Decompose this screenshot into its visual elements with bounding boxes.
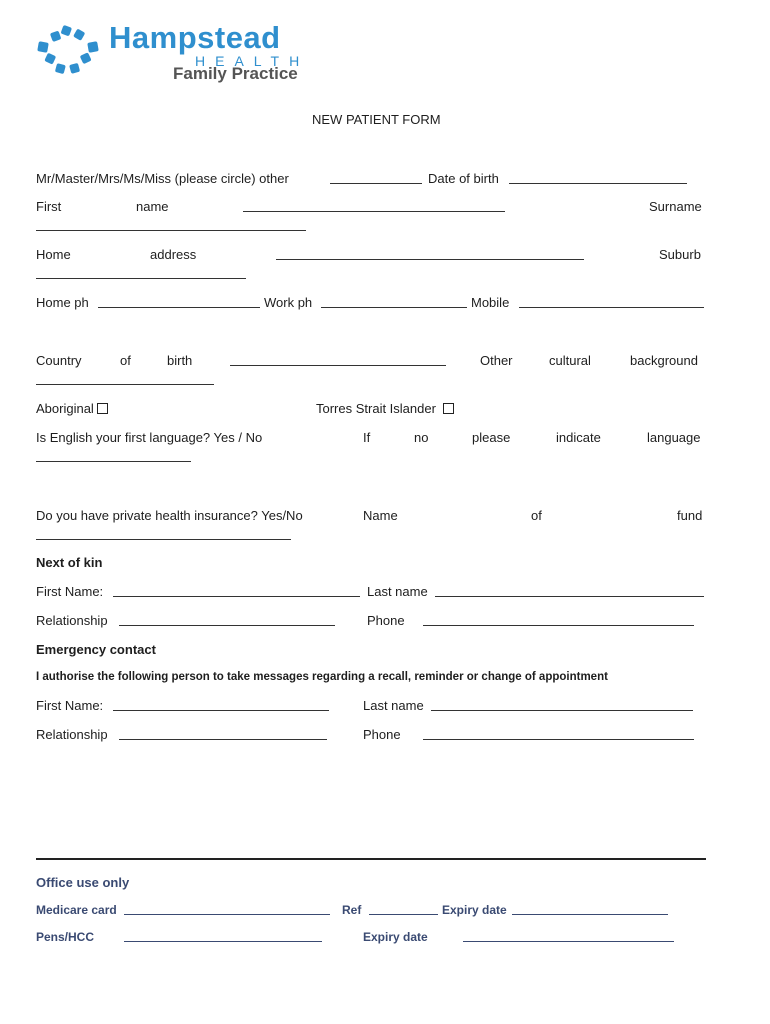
expiry-field-2[interactable] bbox=[463, 941, 674, 942]
first-name-label-b: name bbox=[136, 199, 169, 214]
home-address-label-a: Home bbox=[36, 247, 71, 262]
first-name-field[interactable] bbox=[243, 211, 505, 212]
home-ph-field[interactable] bbox=[98, 307, 260, 308]
mobile-label: Mobile bbox=[471, 295, 510, 310]
country-label-b: of bbox=[120, 353, 131, 368]
fund-label-b: of bbox=[531, 508, 542, 523]
insurance-question: Do you have private health insurance? Yes/No bbox=[36, 508, 303, 523]
brand-name: Hampstead bbox=[109, 20, 281, 55]
other-label-c: background bbox=[630, 353, 698, 368]
pens-label: Pens/HCC bbox=[36, 930, 95, 944]
fund-label-a: Name bbox=[363, 508, 398, 523]
ec-relationship-label: Relationship bbox=[36, 727, 108, 742]
work-ph-field[interactable] bbox=[321, 307, 467, 308]
ec-phone-label: Phone bbox=[363, 727, 401, 742]
nok-last-name-field[interactable] bbox=[435, 596, 704, 597]
office-divider bbox=[36, 858, 706, 860]
expiry-label-2: Expiry date bbox=[363, 930, 428, 944]
nok-first-name-field[interactable] bbox=[113, 596, 360, 597]
ec-last-name-label: Last name bbox=[363, 698, 424, 713]
brand-sub: HEALTH bbox=[195, 53, 310, 69]
if-label-c: please bbox=[472, 430, 511, 445]
if-label-b: no bbox=[414, 430, 429, 445]
ref-field[interactable] bbox=[369, 914, 438, 915]
expiry-field-1[interactable] bbox=[512, 914, 668, 915]
medicare-label: Medicare card bbox=[36, 903, 117, 917]
nok-phone-label: Phone bbox=[367, 613, 405, 628]
nok-relationship-field[interactable] bbox=[119, 625, 335, 626]
pens-field[interactable] bbox=[124, 941, 322, 942]
surname-field[interactable] bbox=[36, 230, 306, 231]
country-label-a: Country bbox=[36, 353, 82, 368]
title-label: Mr/Master/Mrs/Ms/Miss (please circle) other bbox=[36, 171, 289, 186]
hampstead-logo-icon bbox=[36, 24, 106, 80]
dob-field[interactable] bbox=[509, 183, 687, 184]
torres-label: Torres Strait Islander bbox=[316, 401, 436, 416]
surname-label: Surname bbox=[649, 199, 702, 214]
nok-last-name-label: Last name bbox=[367, 584, 428, 599]
page-title: NEW PATIENT FORM bbox=[312, 112, 441, 127]
country-label-c: birth bbox=[167, 353, 193, 368]
fund-label-c: fund bbox=[677, 508, 703, 523]
authorise-text: I authorise the following person to take messages regarding a recall, reminder or change of appointment bbox=[36, 671, 608, 683]
nok-relationship-label: Relationship bbox=[36, 613, 108, 628]
if-label-a: If bbox=[363, 430, 371, 445]
if-label-e: language bbox=[647, 430, 701, 445]
brand-practice: Family Practice bbox=[173, 64, 298, 83]
home-address-field[interactable] bbox=[276, 259, 584, 260]
country-field[interactable] bbox=[230, 365, 446, 366]
suburb-field[interactable] bbox=[36, 278, 246, 279]
nok-first-name-label: First Name: bbox=[36, 584, 104, 599]
title-other-field[interactable] bbox=[330, 183, 422, 184]
ec-relationship-field[interactable] bbox=[119, 739, 327, 740]
ec-first-name-field[interactable] bbox=[113, 710, 329, 711]
language-field[interactable] bbox=[36, 461, 191, 462]
medicare-field[interactable] bbox=[124, 914, 330, 915]
fund-name-field[interactable] bbox=[36, 539, 291, 540]
home-ph-label: Home ph bbox=[36, 295, 89, 310]
aboriginal-checkbox[interactable] bbox=[97, 403, 108, 414]
nok-phone-field[interactable] bbox=[423, 625, 694, 626]
suburb-label: Suburb bbox=[659, 247, 701, 262]
ec-first-name-label: First Name: bbox=[36, 698, 104, 713]
if-label-d: indicate bbox=[556, 430, 601, 445]
cultural-background-field[interactable] bbox=[36, 384, 214, 385]
aboriginal-label: Aboriginal bbox=[36, 401, 94, 416]
next-of-kin-heading: Next of kin bbox=[36, 555, 103, 570]
aboriginal-option[interactable] bbox=[36, 401, 108, 416]
ec-last-name-field[interactable] bbox=[431, 710, 693, 711]
other-label-b: cultural bbox=[549, 353, 591, 368]
home-address-label-b: address bbox=[150, 247, 197, 262]
english-question: Is English your first language? Yes / No bbox=[36, 430, 263, 445]
work-ph-label: Work ph bbox=[264, 295, 313, 310]
ec-phone-field[interactable] bbox=[423, 739, 694, 740]
torres-option[interactable] bbox=[316, 401, 454, 416]
office-heading: Office use only bbox=[36, 875, 130, 890]
dob-label: Date of birth bbox=[428, 171, 499, 186]
first-name-label-a: First bbox=[36, 199, 62, 214]
other-label-a: Other bbox=[480, 353, 513, 368]
expiry-label-1: Expiry date bbox=[442, 903, 507, 917]
ref-label: Ref bbox=[342, 903, 362, 917]
emergency-heading: Emergency contact bbox=[36, 642, 156, 657]
mobile-field[interactable] bbox=[519, 307, 704, 308]
torres-checkbox[interactable] bbox=[443, 403, 454, 414]
